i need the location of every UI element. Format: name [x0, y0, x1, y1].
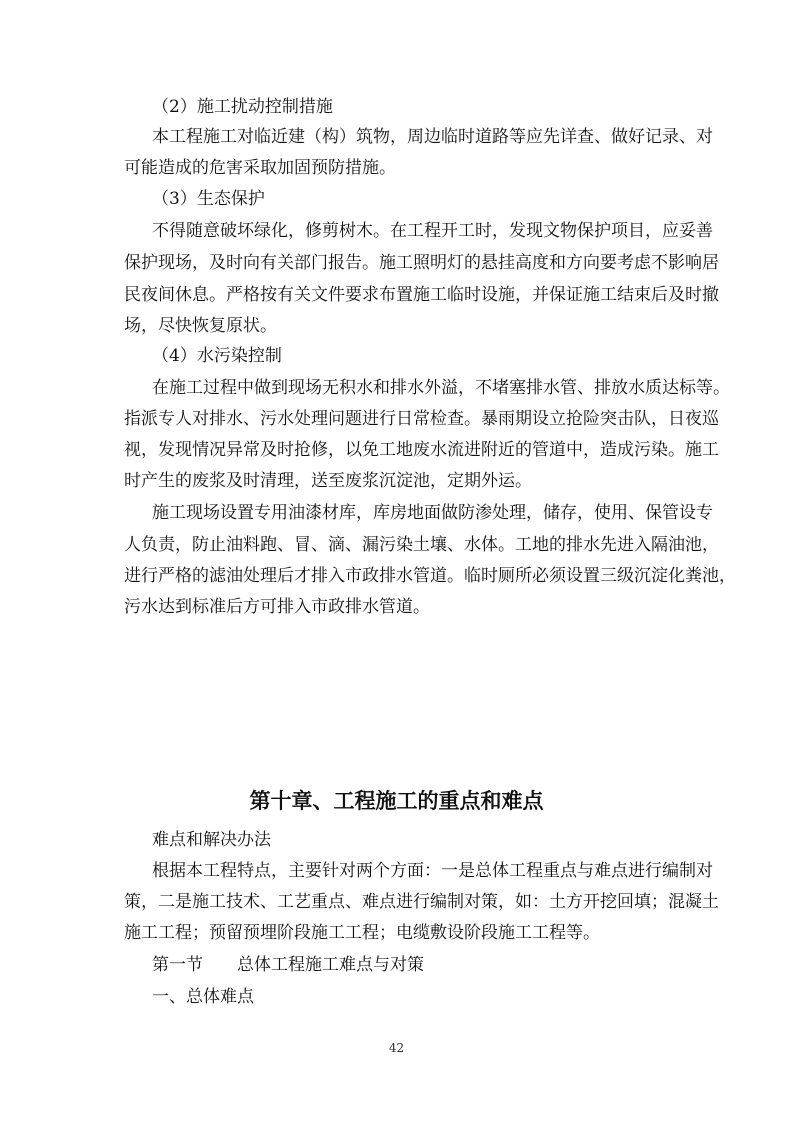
paragraph-line: 施工工程；预留预埋阶段施工工程；电缆敷设阶段施工工程等。	[124, 923, 600, 943]
subheading-ecology-protection: （3）生态保护	[152, 189, 265, 209]
subheading-water-pollution-control: （4）水污染控制	[152, 346, 282, 366]
paragraph-line: 污水达到标准后方可排入市政排水管道。	[124, 597, 430, 617]
section-label: 第一节	[152, 955, 203, 975]
paragraph-line: 根据本工程特点，主要针对两个方面：一是总体工程重点与难点进行编制对	[152, 861, 713, 881]
paragraph-line: 进行严格的滤油处理后才排入市政排水管道。临时厕所必须设置三级沉淀化粪池，	[124, 566, 736, 586]
paragraph-line: 可能造成的危害采取加固预防措施。	[124, 158, 396, 178]
chapter-title: 第十章、工程施工的重点和难点	[249, 789, 544, 813]
section-heading	[152, 955, 712, 975]
paragraph-line: 时产生的废浆及时清理，送至废浆沉淀池，定期外运。	[124, 471, 532, 491]
paragraph-line: 人负责，防止油料跑、冒、滴、漏污染土壤、水体。工地的排水先进入隔油池，	[124, 535, 719, 555]
paragraph-line: 施工现场设置专用油漆材库，库房地面做防渗处理，储存，使用、保管设专	[152, 503, 713, 523]
list-item-overall-difficulty: 一、总体难点	[152, 987, 254, 1007]
paragraph-line: 策，二是施工技术、工艺重点、难点进行编制对策，如：土方开挖回填；混凝土	[124, 892, 719, 912]
paragraph-line: 在施工过程中做到现场无积水和排水外溢，不堵塞排水管、排放水质达标等。	[152, 378, 730, 398]
page-number: 42	[388, 1041, 405, 1055]
paragraph-line: 民夜间休息。严格按有关文件要求布置施工临时设施，并保证施工结束后及时撤	[124, 285, 719, 305]
paragraph-line: 保护现场，及时向有关部门报告。施工照明灯的悬挂高度和方向要考虑不影响居	[124, 253, 719, 273]
subheading-disturbance-control: （2）施工扰动控制措施	[152, 97, 333, 117]
paragraph-line: 本工程施工对临近建（构）筑物，周边临时道路等应先详查、做好记录、对	[152, 127, 713, 147]
paragraph-line: 视，发现情况异常及时抢修，以免工地废水流进附近的管道中，造成污染。施工	[124, 440, 719, 460]
paragraph-line: 不得随意破坏绿化，修剪树木。在工程开工时，发现文物保护项目，应妥善	[152, 221, 713, 241]
chapter-subtitle: 难点和解决办法	[152, 830, 271, 850]
paragraph-line: 场，尽快恢复原状。	[124, 316, 277, 336]
paragraph-line: 指派专人对排水、污水处理问题进行日常检查。暴雨期设立抢险突击队，日夜巡	[124, 409, 719, 429]
section-title: 总体工程施工难点与对策	[237, 955, 424, 975]
